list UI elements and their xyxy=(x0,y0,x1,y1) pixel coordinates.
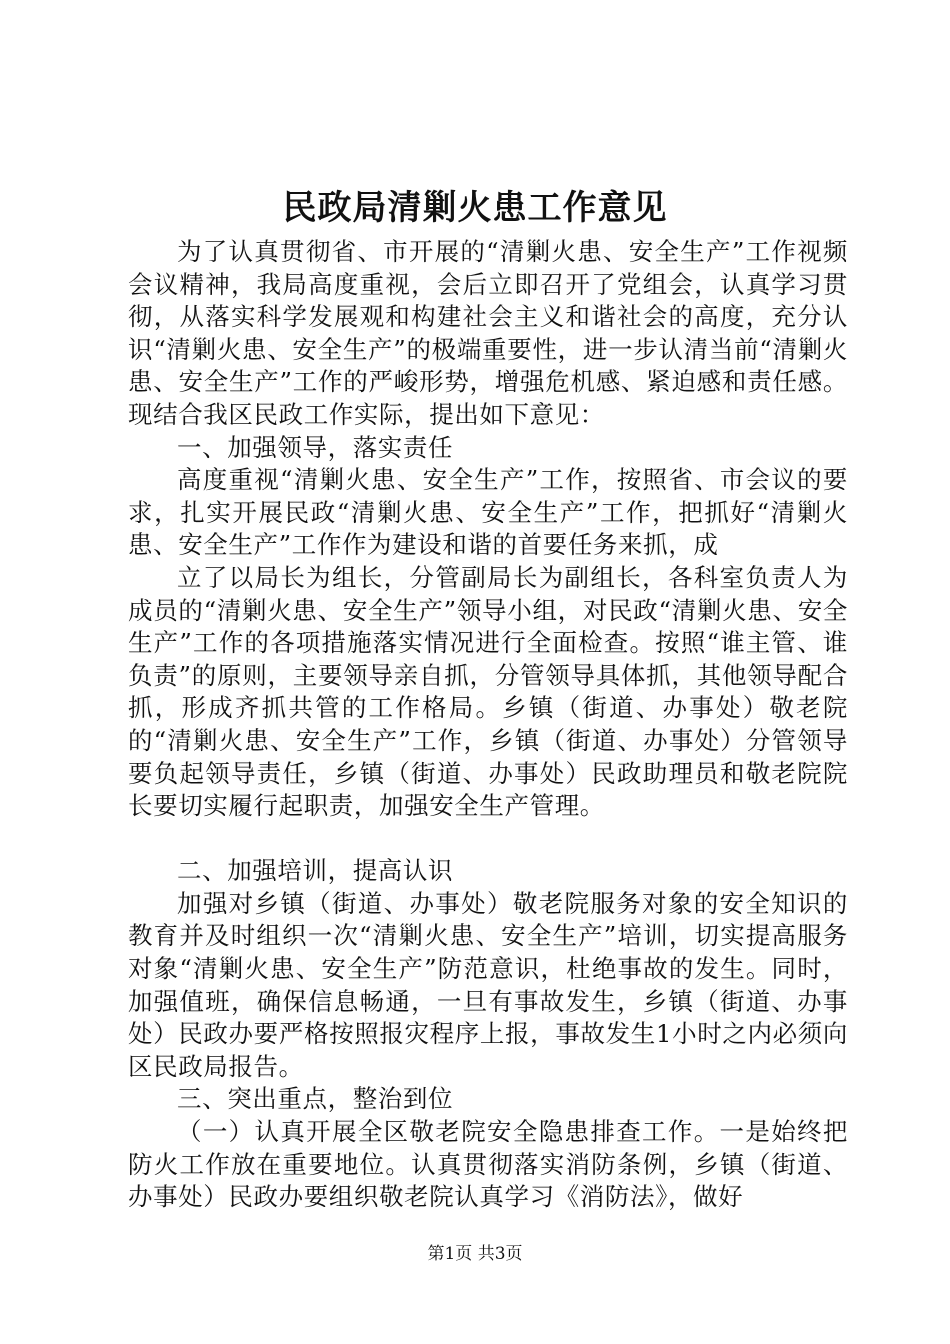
document-body xyxy=(128,236,848,1214)
page-number-footer: 第1页 共3页 xyxy=(427,1244,523,1264)
section-2-paragraph: 加强对乡镇（街道、办事处）敬老院服务对象的安全知识的教育并及时组织一次“清剿火患、安全生产”培训，切实提高服务对象“清剿火患、安全生产”防范意识，杜绝事故的发生。同时，加强值班，确保信息畅通，一旦有事故发生，乡镇（街道、办事处）民政办要严格按照报灾程序上报，事故发生1小时之内必须向区民政局报告。 xyxy=(128,888,848,1081)
section-heading-1: 一、加强领导，落实责任 xyxy=(177,432,454,462)
intro-paragraph: 为了认真贯彻省、市开展的“清剿火患、安全生产”工作视频会议精神，我局高度重视，会后立即召开了党组会，认真学习贯彻，从落实科学发展观和构建社会主义和谐社会的高度，充分认识“清剿火患、安全生产”的极端重要性，进一步认清当前“清剿火患、安全生产”工作的严峻形势，增强危机感、紧迫感和责任感。现结合我区民政工作实际，提出如下意见： xyxy=(128,237,849,429)
section-3-paragraph: （一）认真开展全区敬老院安全隐患排查工作。一是始终把防火工作放在重要地位。认真贯彻落实消防条例，乡镇（街道、办事处）民政办要组织敬老院认真学习《消防法》，做好 xyxy=(128,1117,848,1212)
section-1-paragraph-1: 高度重视“清剿火患、安全生产”工作，按照省、市会议的要求，扎实开展民政“清剿火患、安全生产”工作，把抓好“清剿火患、安全生产”工作作为建设和谐的首要任务来抓，成 xyxy=(128,465,848,560)
section-heading-2: 二、加强培训，提高认识 xyxy=(177,856,454,886)
section-heading-3: 三、突出重点，整治到位 xyxy=(177,1084,454,1114)
document-title: 民政局清剿火患工作意见 xyxy=(282,188,668,228)
section-1-paragraph-2: 立了以局长为组长，分管副局长为副组长，各科室负责人为成员的“清剿火患、安全生产”领导小组，对民政“清剿火患、安全生产”工作的各项措施落实情况进行全面检查。按照“谁主管、谁负责”的原则，主要领导亲自抓，分管领导具体抓，其他领导配合抓，形成齐抓共管的工作格局。乡镇（街道、办事处）敬老院的“清剿火患、安全生产”工作，乡镇（街道、办事处）分管领导要负起领导责任，乡镇（街道、办事处）民政助理员和敬老院院长要切实履行起职责，加强安全生产管理。 xyxy=(128,562,848,821)
paragraph-spacer xyxy=(128,823,848,856)
